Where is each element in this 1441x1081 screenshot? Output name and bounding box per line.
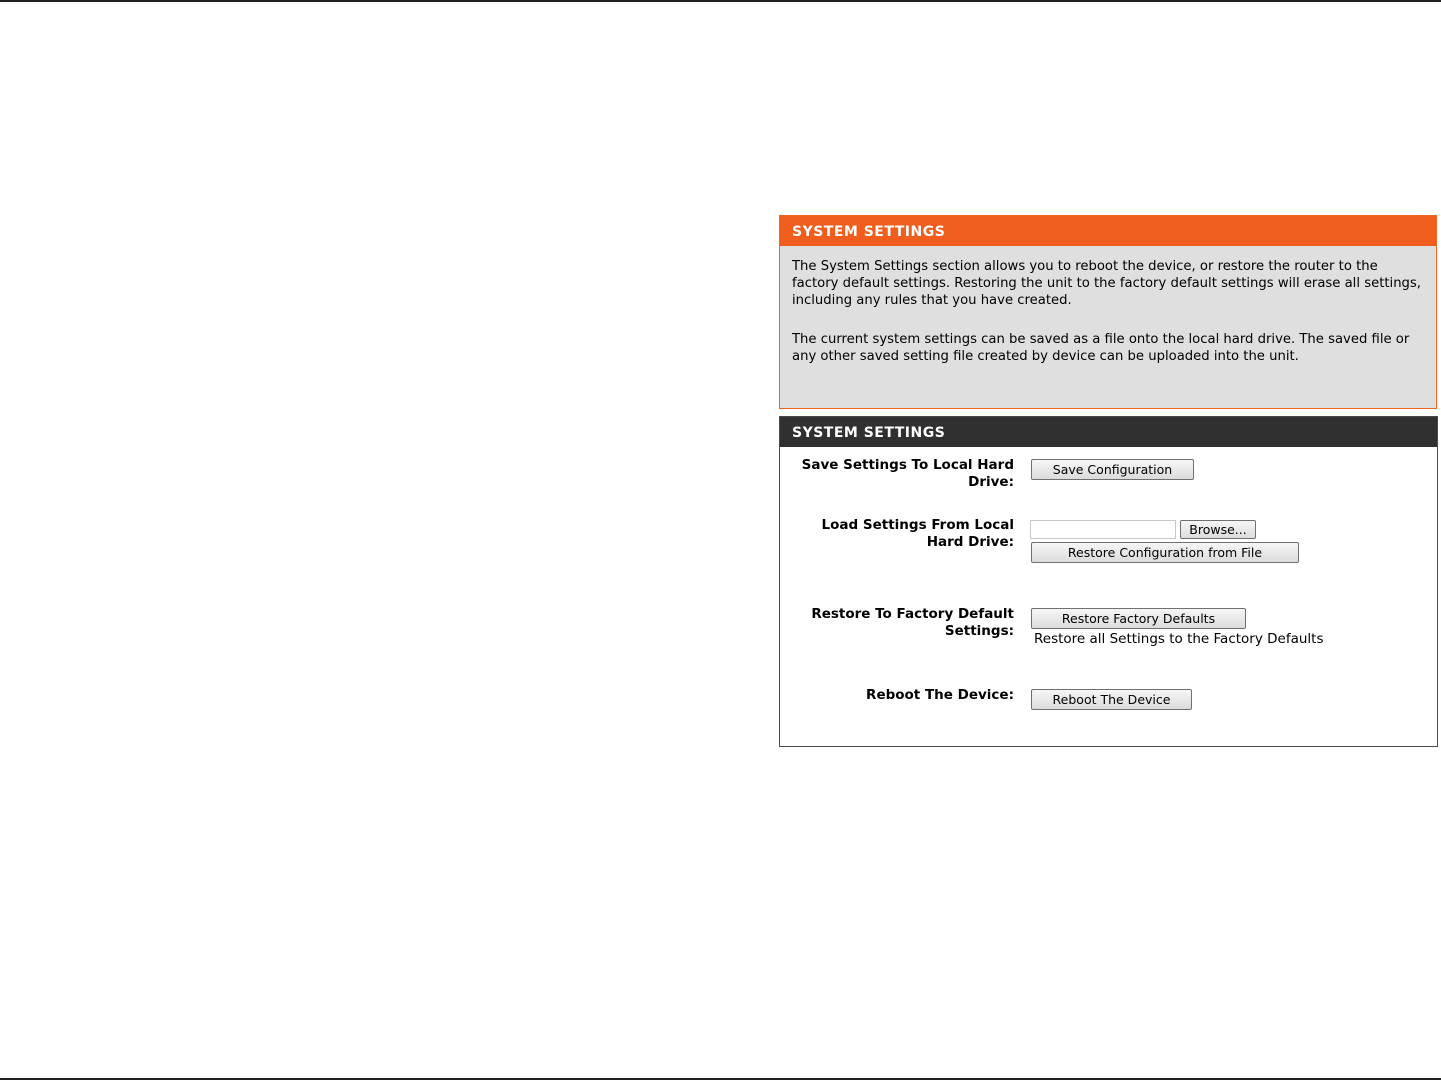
load-settings-label: Load Settings From Local Hard Drive: [821, 517, 1014, 550]
factory-defaults-label: Restore To Factory Default Settings: [811, 606, 1014, 639]
info-panel [779, 215, 1437, 409]
restore-configuration-button[interactable]: Restore Configuration from File [1031, 542, 1299, 563]
info-paragraph-reboot: The System Settings section allows you to reboot the device, or restore the router to the factory default settings. Restoring the unit to the factory default settings will erase all settings, including any rules that you have created. [792, 259, 1421, 308]
reboot-device-button[interactable]: Reboot The Device [1031, 689, 1192, 710]
config-file-input[interactable] [1030, 520, 1176, 539]
info-paragraph-save: The current system settings can be saved as a file onto the local hard drive. The saved file or any other saved setting file created by device can be uploaded into the unit. [792, 332, 1410, 364]
top-rule [0, 0, 1441, 2]
settings-panel-title: SYSTEM SETTINGS [780, 417, 1437, 447]
bottom-rule [0, 1078, 1441, 1080]
info-panel-title: SYSTEM SETTINGS [780, 216, 1436, 246]
restore-factory-defaults-button[interactable]: Restore Factory Defaults [1031, 608, 1246, 629]
browse-button[interactable]: Browse... [1180, 520, 1256, 539]
reboot-label: Reboot The Device: [866, 687, 1014, 703]
info-panel-body [780, 246, 1436, 365]
settings-panel [779, 416, 1438, 747]
factory-defaults-hint: Restore all Settings to the Factory Defaults [1034, 631, 1324, 647]
save-configuration-button[interactable]: Save Configuration [1031, 459, 1194, 480]
save-settings-label: Save Settings To Local Hard Drive: [801, 457, 1014, 490]
